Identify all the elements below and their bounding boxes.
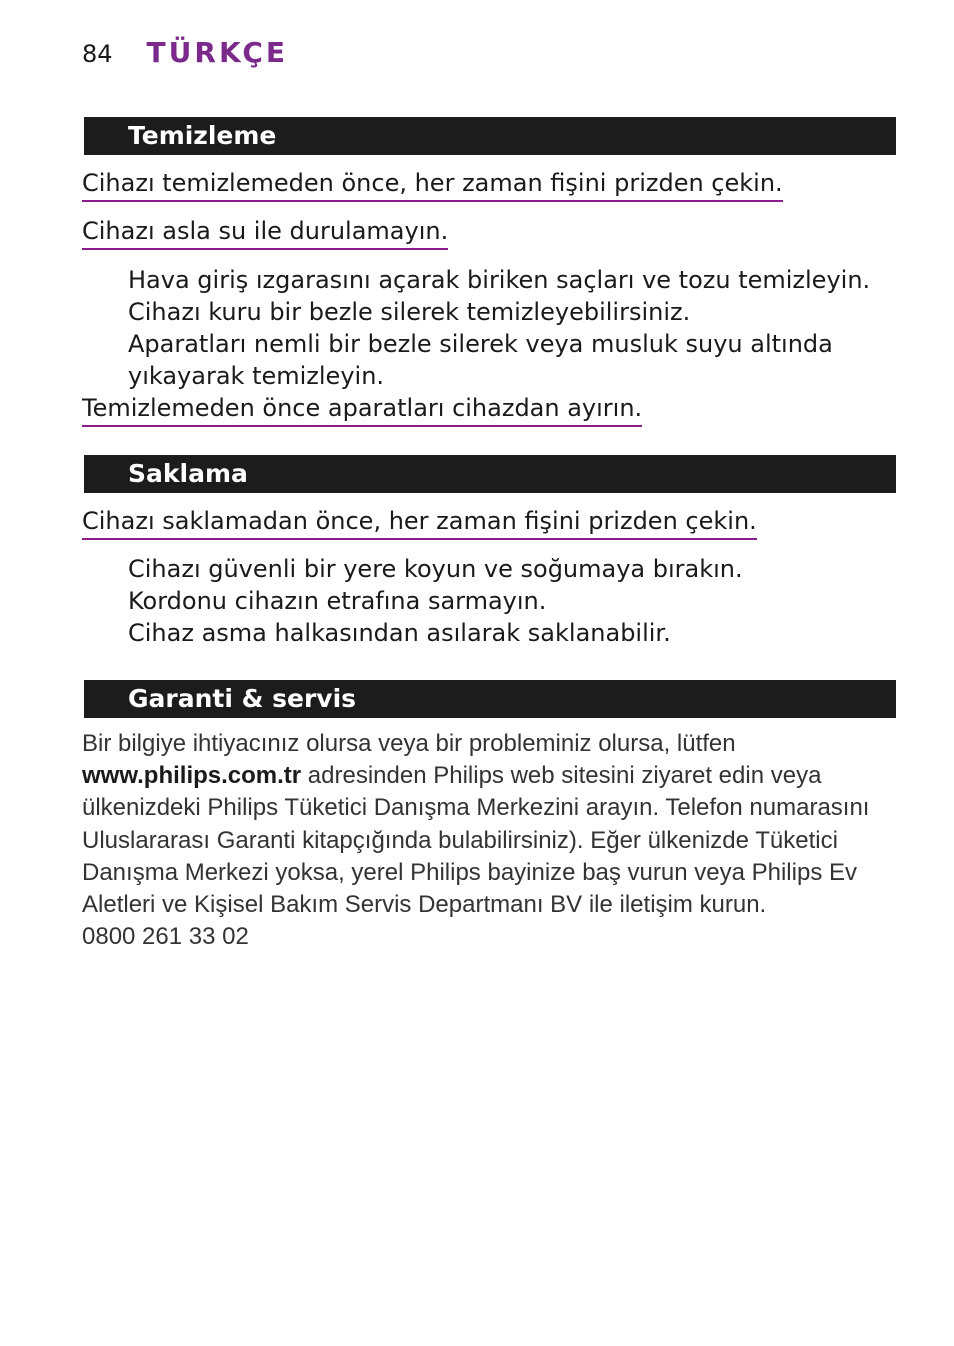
storage-steps	[128, 553, 743, 649]
guarantee-line: Bir bilgiye ihtiyacınız olursa veya bir probleminiz olursa, lütfen	[82, 730, 736, 757]
storage-step: Kordonu cihazın etrafına sarmayın.	[128, 587, 547, 615]
cleaning-steps	[128, 264, 870, 392]
cleaning-step: Hava giriş ızgarasını açarak biriken saçları ve tozu temizleyin.	[128, 266, 871, 294]
guarantee-line: Aletleri ve Kişisel Bakım Servis Departmanı BV ile iletişim kurun.	[82, 890, 767, 918]
section-title-guarantee: Garanti & servis	[84, 680, 896, 718]
guarantee-text	[82, 728, 894, 953]
cleaning-step: Cihazı kuru bir bezle silerek temizleyebilirsiniz.	[128, 298, 691, 326]
page-header	[82, 36, 288, 69]
cleaning-warning-1: Cihazı temizlemeden önce, her zaman fişini prizden çekin.	[82, 168, 783, 202]
guarantee-line-rest: adresinden Philips web sitesini ziyaret edin veya	[301, 762, 822, 790]
philips-url-link[interactable]: www.philips.com.tr	[82, 762, 302, 790]
cleaning-step: yıkayarak temizleyin.	[128, 362, 385, 390]
guarantee-line: ülkenizdeki Philips Tüketici Danışma Merkezini arayın. Telefon numarasını	[82, 794, 870, 822]
storage-step: Cihaz asma halkasından asılarak saklanabilir.	[128, 619, 671, 647]
guarantee-line: Danışma Merkezi yoksa, yerel Philips bayinize baş vurun veya Philips Ev	[82, 858, 857, 886]
guarantee-line: Uluslararası Garanti kitapçığında bulabilirsiniz). Eğer ülkenizde Tüketici	[82, 826, 838, 854]
phone-number: 0800 261 33 02	[82, 923, 249, 951]
guarantee-line	[82, 760, 894, 792]
cleaning-note: Temizlemeden önce aparatları cihazdan ayırın.	[82, 393, 642, 427]
cleaning-warning-2: Cihazı asla su ile durulamayın.	[82, 216, 448, 250]
storage-warning: Cihazı saklamadan önce, her zaman fişini prizden çekin.	[82, 506, 757, 540]
language-title: TÜRKÇE	[146, 36, 289, 69]
cleaning-step: Aparatları nemli bir bezle silerek veya musluk suyu altında	[128, 330, 833, 358]
section-title-cleaning: Temizleme	[84, 117, 896, 155]
storage-step: Cihazı güvenli bir yere koyun ve soğumaya bırakın.	[128, 555, 743, 583]
page-number: 84	[82, 40, 113, 68]
section-title-storage: Saklama	[84, 455, 896, 493]
